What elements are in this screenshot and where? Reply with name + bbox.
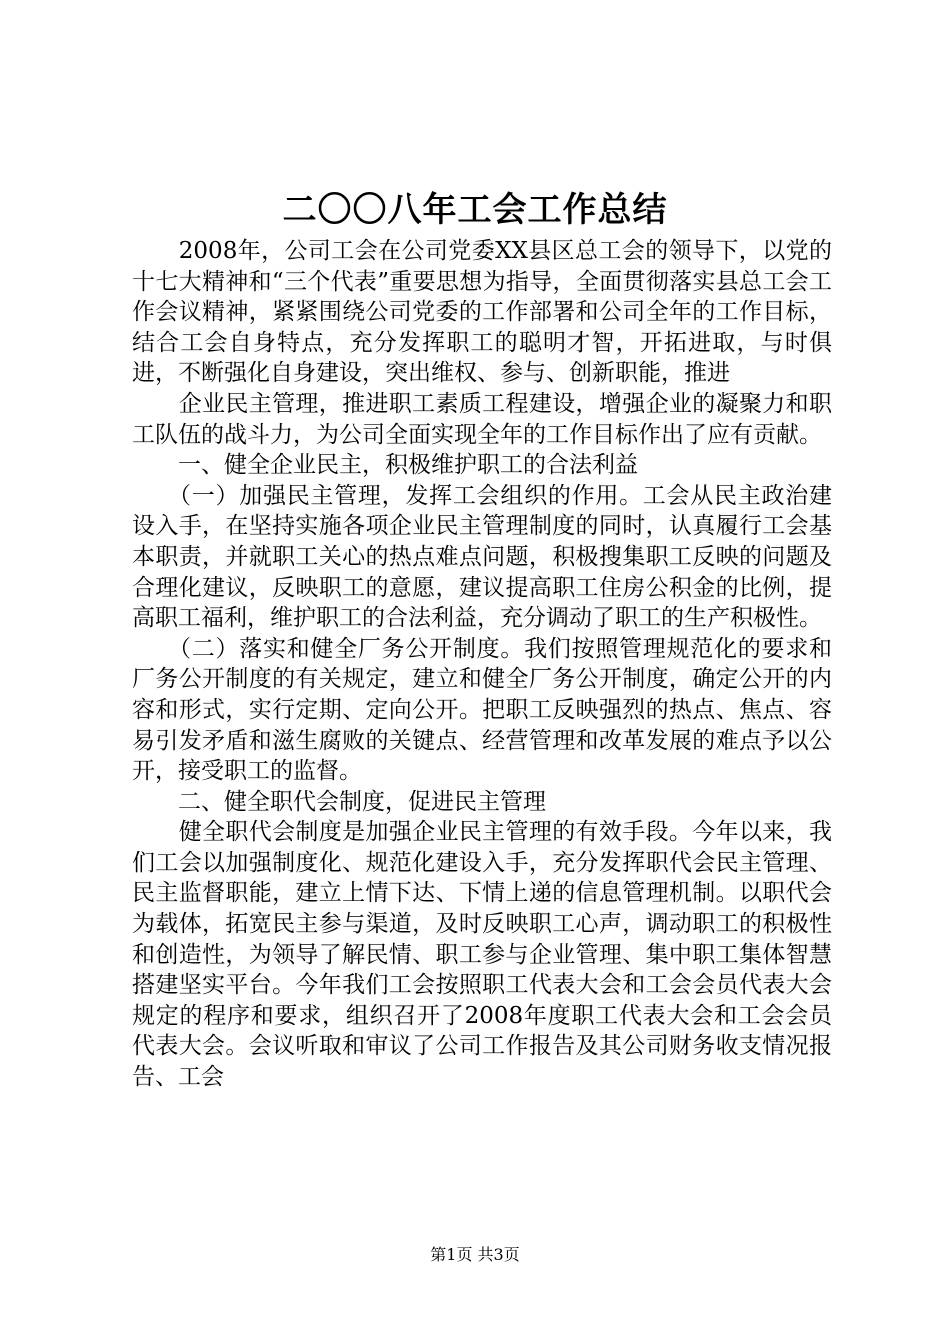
paragraph-intro-continued: 企业民主管理，推进职工素质工程建设，增强企业的凝聚力和职工队伍的战斗力，为公司全面实现全年的工作目标作出了应有贡献。 bbox=[132, 390, 832, 448]
paragraph-factory-affairs-disclosure: （二）落实和健全厂务公开制度。我们按照管理规范化的要求和厂务公开制度的有关规定，建立和健全厂务公开制度，确定公开的内容和形式，实行定期、定向公开。把职工反映强烈的热点、焦点、容易引发矛盾和滋生腐败的关键点、经营管理和改革发展的难点予以公开，接受职工的监督。 bbox=[132, 635, 832, 785]
paragraph-democratic-management: （一）加强民主管理，发挥工会组织的作用。工会从民主政治建设入手，在坚持实施各项企业民主管理制度的同时，认真履行工会基本职责，并就职工关心的热点难点问题，积极搜集职工反映的问题及合理化建议，反映职工的意愿，建议提高职工住房公积金的比例，提高职工福利，维护职工的合法利益，充分调动了职工的生产积极性。 bbox=[132, 482, 832, 632]
section-heading-2: 二、健全职代会制度，促进民主管理 bbox=[132, 788, 546, 815]
document-body bbox=[132, 236, 832, 1093]
page-number-footer: 第1页 共3页 bbox=[430, 1245, 520, 1264]
paragraph-workers-congress: 健全职代会制度是加强企业民主管理的有效手段。今年以来，我们工会以加强制度化、规范化建设入手，充分发挥职代会民主管理、民主监督职能，建立上情下达、下情上递的信息管理机制。以职代会为载体，拓宽民主参与渠道，及时反映职工心声，调动职工的积极性和创造性，为领导了解民情、职工参与企业管理、集中职工集体智慧搭建坚实平台。今年我们工会按照职工代表大会和工会会员代表大会规定的程序和要求，组织召开了2008年度职工代表大会和工会会员代表大会。会议听取和审议了公司工作报告及其公司财务收支情况报告、工会 bbox=[132, 819, 832, 1091]
paragraph-intro: 2008年，公司工会在公司党委XX县区总工会的领导下，以党的十七大精神和“三个代表”重要思想为指导，全面贯彻落实县总工会工作会议精神，紧紧围绕公司党委的工作部署和公司全年的工作目标，结合工会自身特点，充分发挥职工的聪明才智，开拓进取，与时俱进，不断强化自身建设，突出维权、参与、创新职能，推进 bbox=[132, 238, 832, 387]
section-heading-1: 一、健全企业民主，积极维护职工的合法利益 bbox=[132, 452, 638, 479]
document-title: 二〇〇八年工会工作总结 bbox=[282, 190, 668, 230]
